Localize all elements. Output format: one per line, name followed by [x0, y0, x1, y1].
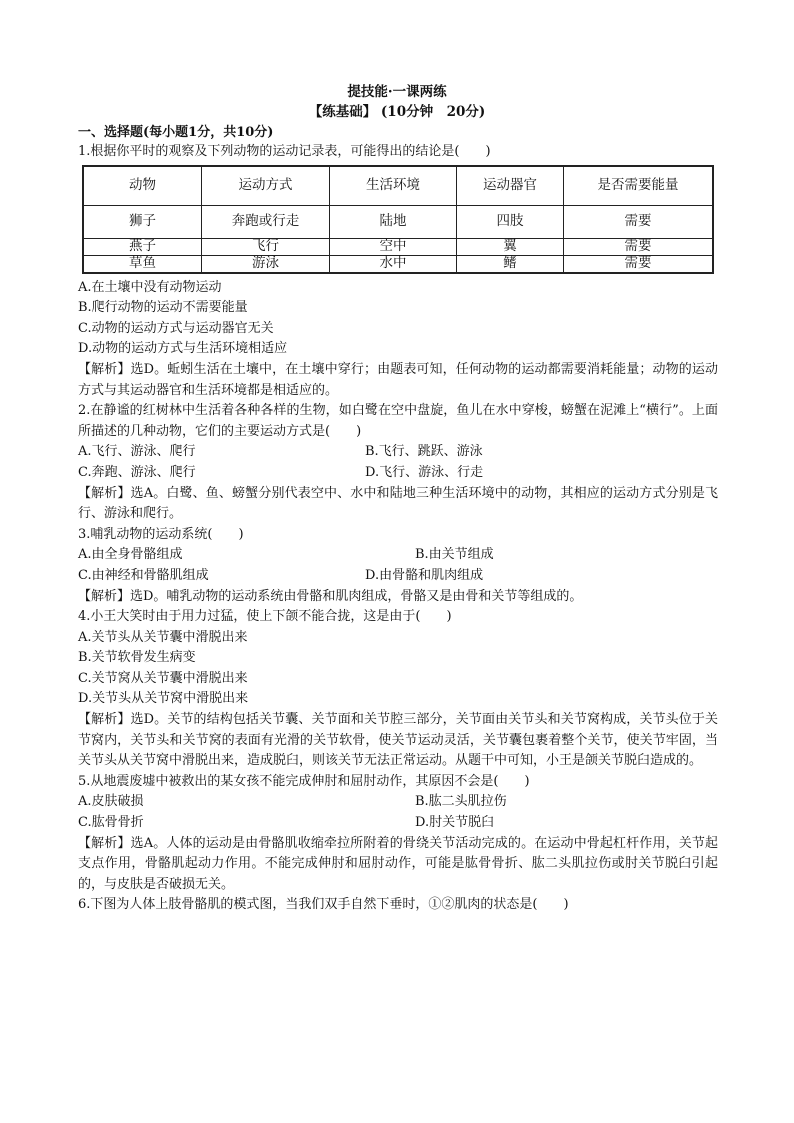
q1-option-b: B.爬行动物的运动不需要能量 — [78, 300, 248, 316]
question-list — [78, 142, 718, 916]
q3-options-row-1 — [78, 545, 718, 566]
table-cell: 四肢 — [457, 205, 564, 238]
q1-option-d: D.动物的运动方式与生活环境相适应 — [78, 341, 288, 357]
table-cell: 燕子 — [83, 238, 202, 255]
q5-option-b: B.肱二头肌拉伤 — [415, 794, 507, 810]
q3-analysis: 【解析】选D。哺乳动物的运动系统由骨骼和肌肉组成，骨骼又是由骨和关节等组成的。 — [78, 588, 583, 604]
table-cell: 狮子 — [83, 205, 202, 238]
page-subtitle: 【练基础】 (10分钟 20分) — [308, 104, 486, 120]
q6-stem: 6.下图为人体上肢骨骼肌的模式图，当我们双手自然下垂时，①②肌肉的状态是( ) — [78, 897, 569, 913]
q2-option-b: B.飞行、跳跃、游泳 — [365, 444, 483, 460]
q4-option-c: C.关节窝从关节囊中滑脱出来 — [78, 670, 248, 686]
q4-analysis: 【解析】选D。关节的结构包括关节囊、关节面和关节腔三部分，关节面由关节头和关节窝构成，关节头位于关节窝内，关节头和关节窝的表面有光滑的关节软骨，使关节运动灵活，关节囊包裹着整个关节，使关节牢固，当关节头从关节窝中滑脱出来，造成脱臼，则该关节无法正常运动。从题干中可知，小王是颌关节脱臼造成的。 — [78, 712, 718, 769]
table-cell: 奔跑或行走 — [202, 205, 330, 238]
q3-option-b: B.由关节组成 — [415, 547, 494, 563]
q2-options-row-2 — [78, 463, 718, 484]
q3-option-d: D.由骨骼和肌肉组成 — [365, 567, 484, 583]
table-cell: 需要 — [564, 238, 714, 255]
section-heading: 一、选择题(每小题1分，共10分) — [78, 125, 274, 140]
q1-option-c: C.动物的运动方式与运动器官无关 — [78, 320, 274, 336]
table-header-cell: 动物 — [83, 166, 202, 206]
q5-stem: 5.从地震废墟中被救出的某女孩不能完成伸肘和屈肘动作，其原因不会是( ) — [78, 773, 530, 789]
q5-option-a: A.皮肤破损 — [78, 794, 144, 810]
q5-option-d: D.肘关节脱臼 — [415, 815, 495, 831]
q1-analysis: 【解析】选D。蚯蚓生活在土壤中，在土壤中穿行；由题表可知，任何动物的运动都需要消耗能量；动物的运动方式与其运动器官和生活环境都是相适应的。 — [78, 361, 718, 398]
page-title: 提技能·一课两练 — [347, 84, 447, 100]
q3-option-c: C.由神经和骨骼肌组成 — [78, 567, 209, 583]
q3-options-row-2 — [78, 566, 718, 587]
q4-stem: 4.小王大笑时由于用力过猛，使上下颌不能合拢，这是由于( ) — [78, 609, 452, 625]
table-cell: 鳍 — [457, 255, 564, 273]
q2-analysis: 【解析】选A。白鹭、鱼、螃蟹分别代表空中、水中和陆地三种生活环境中的动物，其相应的运动方式分别是飞行、游泳和爬行。 — [78, 485, 718, 522]
q2-options-row-1 — [78, 442, 718, 463]
table-row — [83, 255, 713, 273]
q1-option-a: A.在土壤中没有动物运动 — [78, 279, 222, 295]
q2-option-d: D.飞行、游泳、行走 — [365, 464, 484, 480]
table-cell: 草鱼 — [83, 255, 202, 273]
table-cell: 翼 — [457, 238, 564, 255]
q5-analysis: 【解析】选A。人体的运动是由骨骼肌收缩牵拉所附着的骨绕关节活动完成的。在运动中骨起杠杆作用，关节起支点作用，骨骼肌起动力作用。不能完成伸肘和屈肘动作，可能是肱骨骨折、肱二头肌拉伤或肘关节脱臼引起的，与皮肤是否破损无关。 — [78, 835, 718, 892]
q4-option-d: D.关节头从关节窝中滑脱出来 — [78, 691, 249, 707]
q3-option-a: A.由全身骨骼组成 — [78, 547, 183, 563]
q2-stem: 2.在静谧的红树林中生活着各种各样的生物，如白鹭在空中盘旋，鱼儿在水中穿梭，螃蟹在泥滩上“横行”。上面所描述的几种动物，它们的主要运动方式是( ) — [78, 403, 718, 439]
table-header-row — [83, 166, 713, 206]
table-cell: 游泳 — [202, 255, 330, 273]
table-header-cell: 运动器官 — [457, 166, 564, 206]
table-header-cell: 是否需要能量 — [564, 166, 714, 206]
table-row — [83, 238, 713, 255]
q4-option-a: A.关节头从关节囊中滑脱出来 — [78, 629, 248, 645]
table-header-cell: 运动方式 — [202, 166, 330, 206]
animal-motion-table — [82, 165, 714, 274]
table-cell: 飞行 — [202, 238, 330, 255]
q2-option-c: C.奔跑、游泳、爬行 — [78, 464, 196, 480]
table-cell: 需要 — [564, 255, 714, 273]
q4-option-b: B.关节软骨发生病变 — [78, 650, 196, 666]
q2-option-a: A.飞行、游泳、爬行 — [78, 444, 196, 460]
table-header-cell: 生活环境 — [330, 166, 457, 206]
table-row — [83, 205, 713, 238]
table-cell: 陆地 — [330, 205, 457, 238]
table-cell: 空中 — [330, 238, 457, 255]
table-cell: 水中 — [330, 255, 457, 273]
q5-options-row-1 — [78, 792, 718, 813]
q5-options-row-2 — [78, 813, 718, 834]
q1-stem: 1.根据你平时的观察及下列动物的运动记录表，可能得出的结论是( ) — [78, 144, 491, 159]
q3-stem: 3.哺乳动物的运动系统( ) — [78, 526, 244, 542]
table-cell: 需要 — [564, 205, 714, 238]
q5-option-c: C.肱骨骨折 — [78, 815, 144, 831]
